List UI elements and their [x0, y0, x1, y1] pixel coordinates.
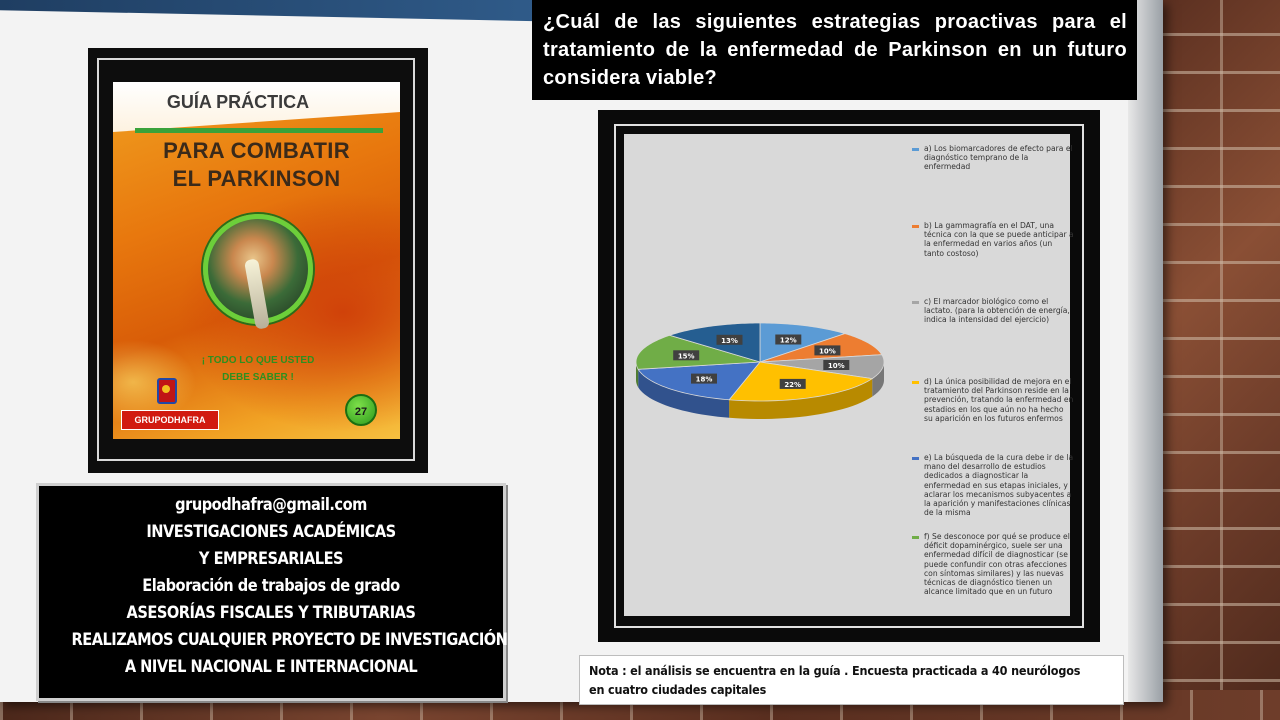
svg-text:15%: 15% [677, 352, 695, 361]
contact-info-box [36, 483, 506, 701]
contact-email: grupodhafra@gmail.com [175, 495, 367, 515]
book-number-badge: 27 [345, 394, 377, 426]
spine-illustration [244, 258, 270, 329]
pie-data-label-4 [691, 374, 717, 384]
book-tagline-line2: DEBE SABER ! [222, 372, 294, 383]
legend-swatch-0 [912, 148, 919, 151]
pie-data-label-5 [673, 350, 699, 360]
contact-line-6: REALIZAMOS CUALQUIER PROYECTO DE INVESTIGACIÓN [71, 630, 508, 650]
legend-swatch-2 [912, 301, 919, 304]
legend-label-3: d) La única posibilidad de mejora en el tratamiento del Parkinson reside en la prevención, tratando la enfermedad en estadios en los que aún no ha hecho su aparición en los futuros enfermos [924, 377, 1074, 423]
legend-label-5: f) Se desconoce por qué se produce el déficit dopaminérgico, suele ser una enfermedad difícil de diagnosticar (se puede confundir con otras afecciones con síntomas similares) y las nuevas técnicas de diagnóstico tienen un alcance limitado que en un futuro [924, 532, 1070, 597]
note-line2: en cuatro ciudades capitales [589, 682, 767, 697]
svg-text:18%: 18% [695, 375, 713, 384]
contact-line-5: ASESORÍAS FISCALES Y TRIBUTARIAS [126, 603, 416, 623]
note-line1: Nota : el análisis se encuentra en la guía . Encuesta practicada a 40 neurólogos [589, 663, 1081, 678]
contact-line-7: A NIVEL NACIONAL E INTERNACIONAL [124, 657, 418, 677]
book-tagline-line1: ¡ TODO LO QUE USTED [201, 355, 315, 366]
svg-text:12%: 12% [779, 336, 797, 345]
contact-line-4: Elaboración de trabajos de grado [142, 576, 400, 596]
book-title-line1: PARA COMBATIR [163, 138, 350, 163]
book-title-line2: EL PARKINSON [172, 166, 341, 191]
book-divider-line [135, 128, 383, 133]
pie-data-label-1 [814, 345, 840, 355]
legend-swatch-3 [912, 381, 919, 384]
book-publisher-label: GRUPODHAFRA [121, 410, 219, 430]
publisher-emblem-icon [157, 378, 177, 404]
legend-label-4: e) La búsqueda de la cura debe ir de la mano del desarrollo de estudios dedicados a diagnosticar la enfermedad en sus etapas iniciales, y aclarar los mecanismos subyacentes a la aparición y manifestaciones clínicas de la misma [924, 453, 1074, 518]
brick-wall-background [1150, 0, 1280, 720]
legend-label-0: a) Los biomarcadores de efecto para el diagnóstico temprano de la enfermedad [924, 144, 1073, 172]
question-box [532, 0, 1137, 100]
svg-text:10%: 10% [827, 362, 845, 370]
book-subtitle: GUÍA PRÁCTICA [166, 92, 310, 112]
pie-data-label-3 [780, 379, 806, 389]
legend-swatch-5 [912, 536, 919, 539]
pie-data-label-6 [717, 335, 743, 345]
note-box [579, 655, 1124, 705]
emblem-dot [162, 385, 170, 393]
question-text: ¿Cuál de las siguientes estrategias proactivas para el tratamiento de la enfermedad de Parkinson en un futuro considera viable? [543, 11, 1127, 89]
board-right-edge [1128, 0, 1163, 702]
book-cover-image [113, 82, 400, 439]
note-text [589, 661, 1081, 699]
svg-text:10%: 10% [819, 347, 836, 356]
brain-spine-illustration [203, 214, 313, 324]
pie-data-label-0 [775, 335, 801, 345]
contact-line-2: INVESTIGACIONES ACADÉMICAS [146, 522, 396, 542]
svg-text:13%: 13% [721, 336, 738, 345]
pie-data-label-2 [823, 360, 849, 370]
legend-swatch-1 [912, 225, 919, 228]
svg-text:22%: 22% [784, 380, 802, 389]
legend-swatch-4 [912, 457, 919, 460]
legend-label-2: c) El marcador biológico como el lactato. (para la obtención de energía, indica la intensidad del ejercicio) [924, 297, 1070, 325]
legend-label-1: b) La gammagrafía en el DAT, una técnica con la que se puede anticipar a la enfermedad en varios años (un tanto costoso) [924, 221, 1074, 258]
contact-line-3: Y EMPRESARIALES [198, 549, 344, 569]
